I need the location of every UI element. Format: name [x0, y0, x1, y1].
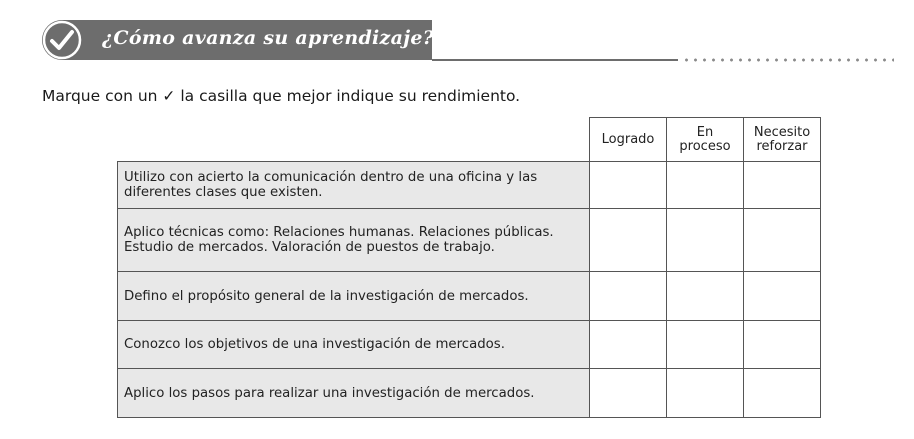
checkbox-cell-en-proceso[interactable]: [667, 162, 744, 209]
checkbox-cell-logrado[interactable]: [590, 321, 667, 369]
checkbox-cell-en-proceso[interactable]: [667, 209, 744, 272]
column-header-en-proceso-label: En proceso: [679, 124, 731, 154]
criterion-text: Utilizo con acierto la comunicación dentro de una oficina y las diferentes clases que existen.: [118, 162, 590, 209]
instruction-text: Marque con un ✓ la casilla que mejor indique su rendimiento.: [42, 87, 521, 105]
criterion-text: Aplico los pasos para realizar una investigación de mercados.: [118, 369, 590, 418]
checkbox-cell-en-proceso[interactable]: [667, 272, 744, 321]
column-header-en-proceso: [667, 118, 744, 162]
column-header-necesito-reforzar-label: Necesito reforzar: [753, 124, 811, 154]
checkbox-cell-en-proceso[interactable]: [667, 369, 744, 418]
self-assessment-table: [117, 117, 821, 418]
checkmark-circle-icon: [42, 20, 82, 60]
header-underline: [432, 59, 678, 61]
header-spacer: [118, 118, 590, 162]
criterion-text: Conozco los objetivos de una investigación de mercados.: [118, 321, 590, 369]
table-row: [118, 209, 821, 272]
section-header-banner: [42, 20, 435, 60]
checkbox-cell-necesito-reforzar[interactable]: [744, 162, 821, 209]
checkbox-cell-logrado[interactable]: [590, 272, 667, 321]
table-header-row: [118, 118, 821, 162]
criterion-text: Aplico técnicas como: Relaciones humanas. Relaciones públicas. Estudio de mercados. Valoración de puestos de trabajo.: [118, 209, 590, 272]
table-row: [118, 369, 821, 418]
column-header-necesito-reforzar: [744, 118, 821, 162]
checkbox-cell-necesito-reforzar[interactable]: [744, 209, 821, 272]
table-row: [118, 162, 821, 209]
checkbox-cell-en-proceso[interactable]: [667, 321, 744, 369]
criterion-text: Defino el propósito general de la investigación de mercados.: [118, 272, 590, 321]
column-header-logrado: Logrado: [590, 118, 667, 162]
checkbox-cell-logrado[interactable]: [590, 369, 667, 418]
table-row: [118, 321, 821, 369]
checkbox-cell-necesito-reforzar[interactable]: [744, 272, 821, 321]
checkbox-cell-logrado[interactable]: [590, 209, 667, 272]
checkbox-cell-necesito-reforzar[interactable]: [744, 369, 821, 418]
section-title: ¿Cómo avanza su aprendizaje?: [102, 27, 435, 49]
table-row: [118, 272, 821, 321]
checkbox-cell-necesito-reforzar[interactable]: [744, 321, 821, 369]
dotted-divider: [682, 58, 894, 62]
checkbox-cell-logrado[interactable]: [590, 162, 667, 209]
